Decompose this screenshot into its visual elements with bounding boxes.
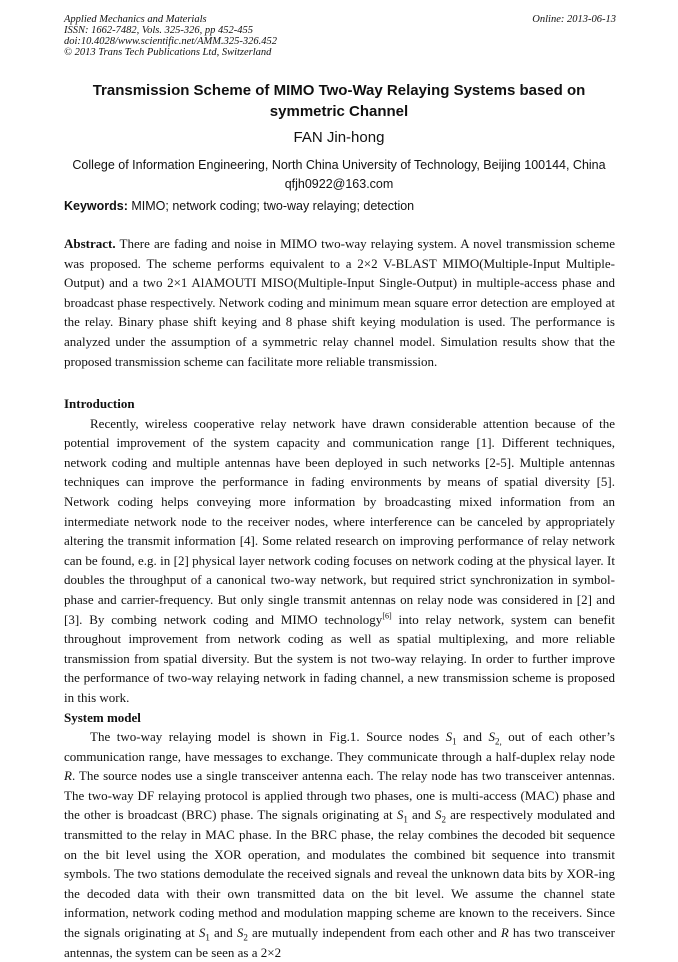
introduction-paragraph: Recently, wireless cooperative relay network have drawn considerable attention because of the potential improvement of the system capacity and communication range [1]. Different techniques, network coding and multiple antennas have been deployed in such networks [2-5]. Multiple antennas techniques can improve the performance in fading environments by means of spatial diversity [5]. Network coding helps conveying more information by broadcasting mixed information from an intermediate network node to the receiver nodes, where interference can be canceled by appropriately altering the transmit information [4]. Some related research on improving performance of relay network can be found, e.g. in [2] physical layer network coding focuses on network coding at the physical layer. It doubles the throughput of a canonical two-way network, but required strict synchronization in symbol-phase and carrier-frequency. But only single transmit antennas on relay node was considered in [2] and [3]. By combing network coding and MIMO technology[6] into relay network, system can benefit throughout improvement from network coding as well as spatial multiplexing, and more reliable transmission from spatial diversity. But the system is not two-way relaying. In order to further improve the performance of two-way relaying network in fading channel, a new transmission scheme is proposed in this work. — [64, 415, 615, 705]
author-email[interactable]: qfjh0922@163.com — [284, 177, 394, 191]
title-line-1: Transmission Scheme of MIMO Two-Way Relaying Systems based on — [92, 82, 586, 99]
citation-6: [6] — [382, 611, 392, 621]
introduction-heading: Introduction — [64, 396, 135, 411]
keywords-text: MIMO; network coding; two-way relaying; detection — [127, 199, 415, 213]
author-name: FAN Jin-hong — [293, 129, 385, 146]
affiliation: College of Information Engineering, North China University of Technology, Beijing 100144, China — [72, 158, 606, 172]
abstract-label: Abstract. — [64, 236, 116, 251]
title-line-2: symmetric Channel — [269, 103, 409, 120]
keywords-label: Keywords: — [64, 199, 128, 213]
issn-line: ISSN: 1662-7482, Vols. 325-326, pp 452-455 — [64, 25, 253, 36]
online-date: Online: 2013-06-13 — [532, 14, 616, 25]
abstract-text: There are fading and noise in MIMO two-way relaying system. A novel transmission scheme was proposed. The scheme performs equivalent to a 2×2 V-BLAST MIMO(Multiple-Input Multiple-Output) and a two 2×1 AlAMOUTI MISO(Multiple-Input Single-Output) in multiple-access phase and broadcast phase respectively. Network coding and minimum mean square error detection are employed at the relay. Binary phase shift keying and 8 phase shift keying modulation is used. The performance is analyzed under the assumption of a symmetric relay channel model. Simulation results show that the proposed transmission scheme can facilitate more reliable transmission. — [64, 236, 615, 369]
affiliation-block — [60, 156, 618, 194]
doi-line: doi:10.4028/www.scientific.net/AMM.325-326.452 — [64, 36, 277, 47]
main-body — [64, 394, 615, 962]
journal-name: Applied Mechanics and Materials — [64, 14, 207, 25]
copyright-line: © 2013 Trans Tech Publications Ltd, Switzerland — [64, 47, 272, 58]
system-model-paragraph: The two-way relaying model is shown in Fig.1. Source nodes $S_1$ and $S_{2,}$ out of each other’s communication range, have messages to exchange. They communicate through a half-duplex relay node R. The source nodes use a single transceiver antenna each. The relay node has two transceiver antennas. The two-way DF relaying protocol is applied through two phases, one is multi-access (MAC) phase and the other is broadcast (BRC) phase. The signals originating at $S_1$ and $S_2$ are respectively modulated and transmitted to the relay in MAC phase. In the BRC phase, the relay combines the decoded bit sequence on the bit level using the XOR operation, and modulates the combined bit sequence into transmit symbols. The two stations demodulate the received signals and reveal the unknown data bits by XOR-ing the decoded data with their own transmitted data on the bit level. We assume the channel state information, network coding method and modulation mapping scheme are known to the receivers. Since the signals originating at $S_1$ and $S_2$ are mutually independent from each other and R has two transceiver antennas, the system can be seen as a 2×2 — [64, 729, 615, 960]
journal-header — [64, 14, 616, 58]
keywords — [64, 199, 616, 213]
paper-title — [60, 80, 618, 122]
abstract — [64, 234, 615, 371]
system-model-heading: System model — [64, 709, 141, 725]
